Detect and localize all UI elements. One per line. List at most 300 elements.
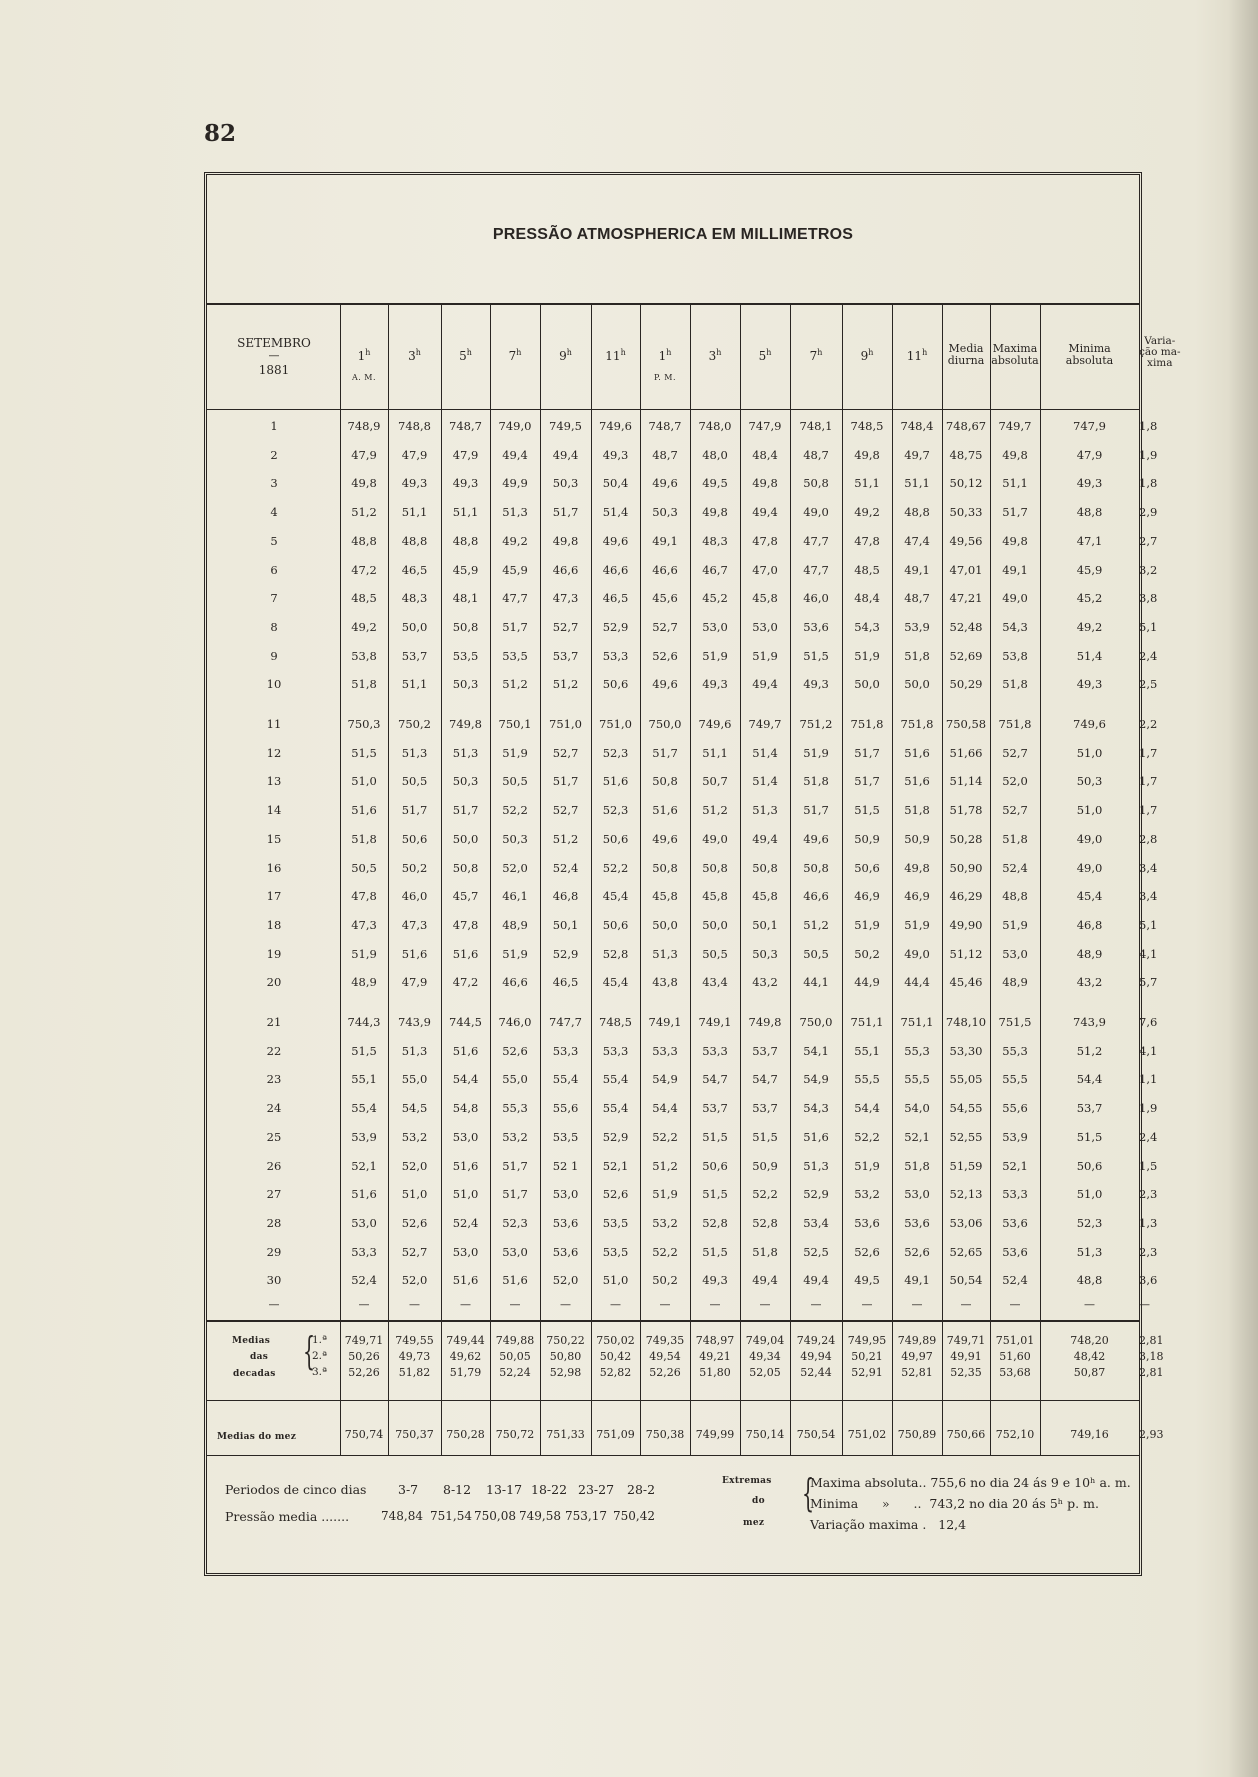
- table-cell: 51,4: [752, 774, 778, 789]
- table-cell: 49,0: [904, 946, 930, 961]
- decada-cell: 52,35: [950, 1366, 982, 1379]
- dash-mark: —: [861, 1298, 873, 1311]
- medias-mez-cell: 750,37: [395, 1428, 434, 1441]
- table-cell: 2,3: [1139, 1244, 1158, 1259]
- table-cell: 46,8: [552, 889, 579, 904]
- table-cell: 2,4: [1139, 648, 1158, 663]
- table-cell: 51,5: [752, 1129, 778, 1144]
- table-cell: 748,7: [449, 419, 482, 433]
- table-cell: 51,6: [602, 774, 629, 789]
- table-cell: 51,6: [351, 803, 377, 818]
- table-cell: 46,0: [401, 889, 428, 904]
- table-cell: 49,3: [1076, 476, 1103, 491]
- table-cell: 747,7: [549, 1015, 582, 1029]
- table-cell: 1,7: [1139, 774, 1158, 789]
- table-cell: 51,6: [401, 946, 428, 961]
- table-cell: 49,3: [702, 677, 728, 692]
- table-cell: 51,3: [401, 745, 428, 760]
- pressao-value: 753,17: [565, 1509, 607, 1523]
- table-cell: 49,6: [803, 831, 829, 846]
- table-cell: 50,6: [854, 860, 880, 875]
- table-cell: 53,0: [904, 1187, 930, 1202]
- decada-cell: 749,89: [897, 1334, 937, 1347]
- table-cell: 49,7: [904, 447, 930, 462]
- table-cell: 47,21: [949, 591, 983, 606]
- table-cell: 53,3: [602, 648, 629, 663]
- table-cell: 48,5: [351, 591, 377, 606]
- table-cell: 749,8: [449, 717, 482, 731]
- table-cell: 50,9: [752, 1158, 778, 1173]
- page-title: PRESSÃO ATMOSPHERICA EM MILLIMETROS: [492, 226, 854, 243]
- table-cell: 751,0: [549, 717, 582, 731]
- dash-mark: —: [1084, 1298, 1095, 1311]
- table-cell: 49,0: [702, 831, 728, 846]
- row-day: 4: [270, 505, 278, 520]
- table-cell: 54,4: [652, 1101, 678, 1116]
- table-cell: 49,8: [752, 476, 778, 491]
- table-cell: 743,9: [1073, 1015, 1106, 1029]
- header-hour: 5$^h$: [459, 348, 472, 363]
- row-day: 2: [270, 447, 278, 462]
- table-cell: 1,3: [1139, 1215, 1158, 1230]
- table-cell: 55,4: [602, 1072, 629, 1087]
- table-cell: 48,8: [1076, 1273, 1103, 1288]
- table-cell: 743,9: [398, 1015, 431, 1029]
- table-cell: 749,6: [599, 419, 632, 433]
- table-cell: 51,6: [502, 1273, 528, 1288]
- table-cell: 749,8: [748, 1015, 782, 1029]
- table-cell: 55,4: [602, 1101, 629, 1116]
- medias-mez-cell: 750,14: [745, 1428, 785, 1441]
- table-cell: 55,6: [552, 1101, 579, 1116]
- row-day: 18: [266, 917, 282, 932]
- table-cell: 47,4: [904, 533, 930, 548]
- table-cell: 51,3: [803, 1158, 829, 1173]
- table-cell: 54,9: [803, 1072, 829, 1087]
- table-cell: 51,7: [854, 745, 880, 760]
- table-cell: 49,8: [351, 476, 377, 491]
- table-cell: 52,8: [602, 946, 629, 961]
- table-cell: 749,6: [698, 717, 732, 731]
- periodo-value: 3-7: [398, 1482, 419, 1497]
- table-cell: 49,1: [1002, 562, 1028, 577]
- table-cell: 53,0: [552, 1187, 579, 1202]
- medias-mez-cell: 751,33: [546, 1428, 585, 1441]
- table-cell: 749,7: [998, 419, 1032, 433]
- table-cell: 749,6: [1073, 717, 1106, 731]
- table-cell: 50,5: [502, 774, 528, 789]
- table-cell: 46,0: [803, 591, 829, 606]
- table-cell: 50,0: [904, 677, 930, 692]
- header-hour: 7$^h$: [508, 348, 522, 363]
- table-cell: 50,8: [803, 860, 829, 875]
- row-day: 17: [266, 889, 282, 904]
- table-cell: 46,7: [702, 562, 728, 577]
- table-cell: 52 1: [552, 1158, 579, 1173]
- decada-cell: 749,24: [796, 1334, 836, 1347]
- table-cell: 50,4: [602, 476, 629, 491]
- table-cell: 47,9: [401, 447, 428, 462]
- table-cell: 50,0: [652, 917, 678, 932]
- table-cell: 52,6: [854, 1244, 880, 1259]
- table-cell: 51,5: [702, 1244, 728, 1259]
- decada-cell: 749,88: [495, 1334, 535, 1347]
- dash-mark: —: [1139, 1298, 1150, 1311]
- table-cell: 7,6: [1139, 1015, 1158, 1029]
- table-cell: 54,9: [652, 1072, 678, 1087]
- header-hour: 3$^h$: [708, 348, 722, 363]
- table-cell: 53,3: [552, 1043, 579, 1058]
- table-cell: 749,0: [498, 419, 532, 433]
- table-cell: 3,8: [1139, 591, 1158, 606]
- decada-cell: 49,21: [699, 1350, 731, 1363]
- row-day: 22: [266, 1043, 282, 1058]
- dash-mark: —: [560, 1298, 571, 1311]
- table-cell: 51,3: [452, 745, 479, 760]
- table-cell: 1,7: [1139, 745, 1158, 760]
- table-cell: 48,8: [1002, 889, 1028, 904]
- table-cell: 51,0: [1076, 803, 1103, 818]
- table-cell: 51,9: [1002, 917, 1028, 932]
- table-cell: 53,3: [1002, 1187, 1028, 1202]
- dash-mark: —: [759, 1298, 771, 1311]
- table-cell: 54,5: [401, 1101, 428, 1116]
- table-cell: 52,55: [949, 1129, 983, 1144]
- table-cell: 51,2: [502, 677, 528, 692]
- table-cell: 51,9: [854, 648, 880, 663]
- table-cell: 55,3: [1002, 1043, 1028, 1058]
- table-cell: 747,9: [748, 419, 782, 433]
- table-cell: 51,7: [452, 803, 479, 818]
- table-cell: 51,2: [1076, 1043, 1103, 1058]
- extremas-label-do: do: [752, 1496, 765, 1506]
- decada-cell: 49,73: [398, 1350, 431, 1363]
- decada-cell: 751,01: [995, 1334, 1035, 1347]
- table-cell: 47,9: [351, 447, 377, 462]
- table-cell: 52,13: [949, 1187, 983, 1202]
- table-cell: 46,29: [949, 889, 983, 904]
- table-cell: 53,6: [552, 1215, 579, 1230]
- header-am: A. M.: [351, 373, 377, 382]
- table-cell: 46,6: [652, 562, 678, 577]
- table-cell: 49,3: [602, 447, 629, 462]
- dash-mark: —: [810, 1298, 822, 1311]
- table-cell: 51,8: [351, 677, 377, 692]
- table-cell: 43,2: [1076, 975, 1103, 990]
- table-cell: 52,8: [702, 1215, 728, 1230]
- table-cell: 54,1: [803, 1043, 829, 1058]
- table-cell: 45,46: [949, 975, 983, 990]
- table-cell: 48,3: [401, 591, 428, 606]
- dash-mark: —: [709, 1298, 721, 1311]
- table-cell: 52,2: [602, 860, 629, 875]
- table-cell: 751,1: [900, 1015, 934, 1029]
- table-cell: 51,3: [752, 803, 778, 818]
- table-cell: 45,8: [752, 591, 778, 606]
- table-cell: 51,1: [452, 505, 479, 520]
- table-cell: 47,8: [854, 533, 880, 548]
- header-hour: 7$^h$: [809, 348, 823, 363]
- row-day: 25: [266, 1129, 282, 1144]
- table-cell: 52,6: [602, 1187, 629, 1202]
- table-cell: 52,8: [752, 1215, 778, 1230]
- decada-cell: 48,42: [1073, 1350, 1106, 1363]
- table-cell: 52,2: [854, 1129, 880, 1144]
- table-cell: 51,8: [803, 774, 829, 789]
- table-cell: 49,6: [652, 831, 678, 846]
- medias-mez-cell: 749,16: [1070, 1428, 1109, 1441]
- header-hour: 11$^h$: [906, 348, 928, 363]
- table-cell: 45,8: [752, 889, 778, 904]
- table-cell: 50,0: [702, 917, 728, 932]
- row-day: 12: [266, 745, 282, 760]
- table-cell: 47,8: [452, 917, 479, 932]
- table-cell: 51,5: [854, 803, 880, 818]
- table-cell: 50,6: [602, 677, 629, 692]
- table-cell: 53,5: [502, 648, 528, 663]
- decada-cell: 51,60: [999, 1350, 1031, 1363]
- table-cell: 53,6: [1002, 1244, 1028, 1259]
- table-cell: 51,9: [854, 917, 880, 932]
- table-cell: 48,9: [1002, 975, 1028, 990]
- row-day: 3: [270, 476, 278, 491]
- table-cell: 2,3: [1139, 1187, 1158, 1202]
- table-cell: 47,2: [452, 975, 479, 990]
- header-rule: [207, 409, 1139, 410]
- table-cell: 50,8: [452, 860, 479, 875]
- decadas-brace: {: [303, 1329, 316, 1373]
- dash-mark: —: [911, 1298, 923, 1311]
- decada-cell: 750,22: [546, 1334, 585, 1347]
- table-cell: 1,1: [1139, 1072, 1158, 1087]
- table-cell: 52,7: [552, 803, 579, 818]
- table-cell: 51,2: [803, 917, 829, 932]
- table-cell: 45,7: [452, 889, 479, 904]
- table-cell: 51,6: [904, 745, 930, 760]
- table-cell: 55,3: [904, 1043, 930, 1058]
- table-cell: 46,6: [803, 889, 829, 904]
- page-number: 82: [204, 120, 237, 147]
- table-cell: 51,9: [803, 745, 829, 760]
- table-cell: 748,9: [347, 419, 381, 433]
- page-edge-shadow: [1228, 0, 1258, 1777]
- table-cell: 53,8: [351, 648, 377, 663]
- row-day: 7: [270, 591, 278, 606]
- table-cell: 51,8: [1002, 677, 1028, 692]
- table-cell: 1,5: [1139, 1158, 1158, 1173]
- table-cell: 744,3: [347, 1015, 381, 1029]
- table-cell: 50,0: [854, 677, 880, 692]
- table-cell: 48,4: [854, 591, 880, 606]
- table-cell: 52,2: [652, 1244, 678, 1259]
- table-cell: 751,8: [998, 717, 1032, 731]
- pressao-value: 748,84: [381, 1509, 423, 1523]
- table-cell: 53,3: [351, 1244, 377, 1259]
- table-cell: 54,3: [1002, 619, 1028, 634]
- table-cell: 54,3: [803, 1101, 829, 1116]
- table-cell: 51,0: [602, 1273, 629, 1288]
- table-cell: 49,8: [904, 860, 930, 875]
- table-cell: 51,1: [904, 476, 930, 491]
- row-day: 14: [266, 803, 282, 818]
- table-cell: 48,75: [949, 447, 983, 462]
- table-cell: 55,1: [854, 1043, 880, 1058]
- table-cell: 749,7: [748, 717, 782, 731]
- table-cell: 51,7: [552, 505, 579, 520]
- table-cell: 53,3: [702, 1043, 728, 1058]
- table-cell: 52,2: [502, 803, 528, 818]
- table-cell: 43,8: [652, 975, 678, 990]
- header-year: 1881: [258, 363, 290, 377]
- table-cell: 49,9: [502, 476, 528, 491]
- table-cell: 53,7: [1076, 1101, 1103, 1116]
- header-hour: 3$^h$: [408, 348, 421, 363]
- periodos-label: Periodos de cinco dias: [225, 1482, 367, 1497]
- table-cell: 748,0: [698, 419, 732, 433]
- table-cell: 5,7: [1139, 975, 1158, 990]
- periodo-value: 28-2: [627, 1482, 656, 1497]
- table-cell: 49,5: [702, 476, 728, 491]
- table-cell: 51,0: [452, 1187, 479, 1202]
- table-cell: 53,6: [552, 1244, 579, 1259]
- table-cell: 51,9: [904, 917, 930, 932]
- pressao-value: 751,54: [430, 1509, 472, 1523]
- pressao-value: 750,08: [474, 1509, 516, 1523]
- table-cell: 748,7: [648, 419, 682, 433]
- table-cell: 48,0: [702, 447, 728, 462]
- decada-cell: 749,71: [344, 1334, 384, 1347]
- table-cell: 52,4: [552, 860, 579, 875]
- decada-cell: 749,55: [395, 1334, 434, 1347]
- table-cell: 46,5: [602, 591, 629, 606]
- table-cell: 50,33: [949, 505, 983, 520]
- row-day: 19: [266, 946, 282, 961]
- medias-mez-cell: 749,99: [695, 1428, 735, 1441]
- table-cell: 52,0: [552, 1273, 579, 1288]
- decada-cell: 52,05: [749, 1366, 781, 1379]
- table-cell: 746,0: [498, 1015, 532, 1029]
- medias-mez-cell: 750,54: [796, 1428, 836, 1441]
- decada-cell: 50,80: [549, 1350, 582, 1363]
- table-cell: 49,4: [752, 831, 778, 846]
- decada-cell: 50,87: [1073, 1366, 1106, 1379]
- table-cell: 51,5: [803, 648, 829, 663]
- table-cell: 51,7: [1002, 505, 1028, 520]
- table-cell: 52,9: [803, 1187, 829, 1202]
- table-cell: 51,5: [702, 1187, 728, 1202]
- decada-cell: 51,80: [699, 1366, 731, 1379]
- table-cell: 51,9: [502, 946, 528, 961]
- decada-cell: 52,44: [800, 1366, 832, 1379]
- table-cell: 50,90: [949, 860, 983, 875]
- decadas-label-das: das: [250, 1352, 269, 1362]
- table-cell: 49,4: [752, 677, 778, 692]
- table-cell: 45,6: [652, 591, 678, 606]
- table-cell: 43,2: [752, 975, 778, 990]
- table-cell: 51,9: [752, 648, 778, 663]
- table-cell: 48,4: [752, 447, 778, 462]
- table-cell: 744,5: [449, 1015, 482, 1029]
- decada-cell: 749,35: [645, 1334, 685, 1347]
- table-cell: 49,0: [1076, 831, 1103, 846]
- table-cell: 48,8: [401, 533, 428, 548]
- table-cell: 55,5: [904, 1072, 930, 1087]
- table-cell: 750,3: [347, 717, 381, 731]
- table-cell: 47,2: [351, 562, 377, 577]
- table-cell: 47,7: [803, 562, 829, 577]
- decada-cell: 749,44: [446, 1334, 485, 1347]
- table-cell: 50,3: [452, 677, 479, 692]
- table-cell: 52,6: [401, 1215, 428, 1230]
- table-cell: 51,7: [502, 1187, 528, 1202]
- table-cell: 50,2: [854, 946, 880, 961]
- table-cell: 53,9: [351, 1129, 377, 1144]
- table-cell: 2,4: [1139, 1129, 1158, 1144]
- dash-mark: —: [610, 1298, 621, 1311]
- table-cell: 55,5: [1002, 1072, 1028, 1087]
- table-cell: 52,9: [602, 1129, 629, 1144]
- table-cell: 47,0: [752, 562, 778, 577]
- table-cell: 54,4: [452, 1072, 479, 1087]
- table-cell: 50,12: [949, 476, 983, 491]
- table-cell: 48,8: [351, 533, 377, 548]
- table-cell: 46,9: [854, 889, 880, 904]
- decada-cell: 52,24: [499, 1366, 531, 1379]
- decadas-label-decadas: decadas: [233, 1369, 276, 1379]
- table-cell: 51,9: [854, 1158, 880, 1173]
- table-cell: 54,0: [904, 1101, 930, 1116]
- table-cell: 55,6: [1002, 1101, 1028, 1116]
- decada-cell: 50,21: [851, 1350, 883, 1363]
- title-rule: [207, 303, 1139, 305]
- table-cell: 50,3: [652, 505, 678, 520]
- row-day: 30: [266, 1273, 282, 1288]
- table-cell: 750,0: [799, 1015, 833, 1029]
- table-cell: 1,9: [1139, 1101, 1158, 1116]
- table-cell: 47,01: [949, 562, 983, 577]
- table-cell: 54,3: [854, 619, 880, 634]
- row-day: 10: [266, 677, 282, 692]
- table-cell: 49,6: [602, 533, 629, 548]
- header-maxima: Maxima absoluta: [991, 342, 1039, 367]
- table-cell: 48,9: [351, 975, 377, 990]
- table-cell: 45,9: [1076, 562, 1103, 577]
- decada-cell: 748,97: [695, 1334, 735, 1347]
- table-cell: 751,1: [850, 1015, 884, 1029]
- table-cell: 51,14: [949, 774, 983, 789]
- table-cell: 51,6: [652, 803, 678, 818]
- table-cell: 50,54: [949, 1273, 983, 1288]
- table-cell: 52,7: [552, 619, 579, 634]
- header-hour: 1$^h$: [357, 348, 371, 363]
- table-cell: 52,4: [452, 1215, 479, 1230]
- table-cell: 750,0: [648, 717, 682, 731]
- table-cell: 52,4: [1002, 1273, 1028, 1288]
- table-cell: 51,78: [949, 803, 983, 818]
- table-cell: 53,2: [854, 1187, 880, 1202]
- table-cell: 51,7: [854, 774, 880, 789]
- table-cell: 53,7: [401, 648, 428, 663]
- pressao-label: Pressão media .......: [225, 1509, 350, 1524]
- table-cell: 51,2: [351, 505, 377, 520]
- table-cell: 49,3: [702, 1273, 728, 1288]
- table-cell: 46,6: [552, 562, 579, 577]
- table-cell: 1,8: [1139, 419, 1158, 433]
- table-cell: 45,8: [702, 889, 728, 904]
- table-cell: 50,6: [702, 1158, 728, 1173]
- table-cell: 53,7: [702, 1101, 728, 1116]
- row-day: 8: [270, 619, 278, 634]
